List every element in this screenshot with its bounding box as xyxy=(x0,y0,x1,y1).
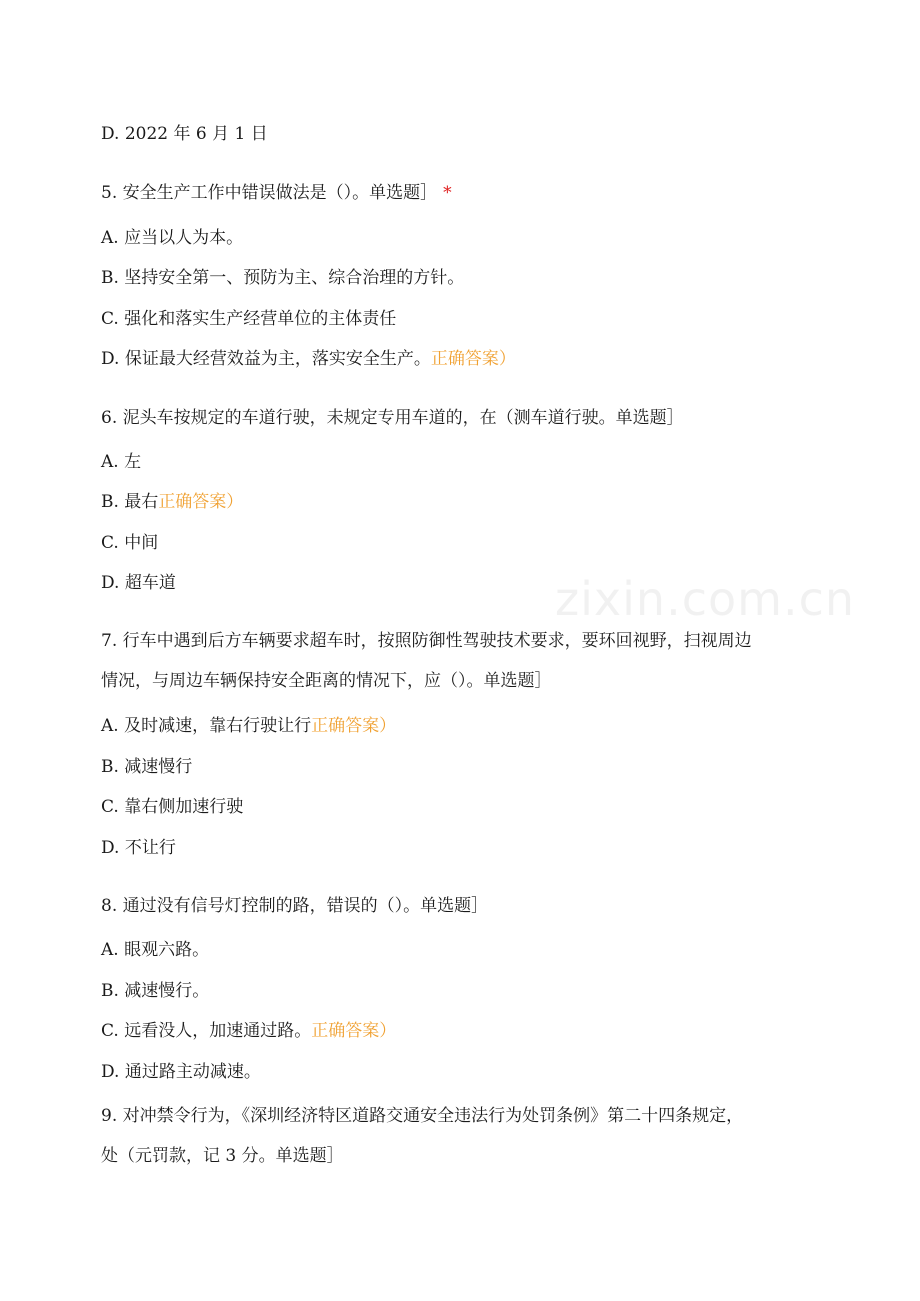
q6-question: 6. 泥头车按规定的车道行驶，未规定专用车道的，在（测车道行驶。单选题］ xyxy=(101,408,684,428)
q5-question xyxy=(101,181,452,205)
q5-option-c: C. 强化和落实生产经营单位的主体责任 xyxy=(101,309,397,329)
q7-option-d: D. 不让行 xyxy=(101,838,176,858)
q9-question-line1: 9. 对冲禁令行为，《深圳经济特区道路交通安全违法行为处罚条例》第二十四条规定， xyxy=(101,1106,744,1126)
q6-option-b-text: B. 最右 xyxy=(101,492,159,512)
q6-option-d: D. 超车道 xyxy=(101,573,176,593)
q7-option-b: B. 减速慢行 xyxy=(101,757,193,777)
q7-question-line2: 情况，与周边车辆保持安全距离的情况下，应（）。单选题］ xyxy=(101,671,552,691)
q7-option-a xyxy=(101,714,396,738)
q7-option-a-text: A. 及时减速，靠右行驶让行 xyxy=(101,716,312,736)
q9-question-line2: 处（元罚款，记 3 分。单选题］ xyxy=(101,1146,344,1166)
q7-question-line1: 7. 行车中遇到后方车辆要求超车时，按照防御性驾驶技术要求，要环回视野，扫视周边 xyxy=(101,631,752,651)
q8-option-d: D. 通过路主动减速。 xyxy=(101,1062,261,1082)
correct-answer-mark: 正确答案） xyxy=(311,1021,397,1041)
required-mark: * xyxy=(443,183,452,203)
correct-answer-mark: 正确答案） xyxy=(430,349,516,369)
correct-answer-mark: 正确答案） xyxy=(311,716,397,736)
q5-question-text: 5. 安全生产工作中错误做法是（）。单选题］ xyxy=(101,183,438,203)
q8-option-a: A. 眼观六路。 xyxy=(101,940,210,960)
watermark: zixin.com.cn xyxy=(555,572,856,626)
q5-option-a: A. 应当以人为本。 xyxy=(101,228,244,248)
q5-option-b: B. 坚持安全第一、预防为主、综合治理的方针。 xyxy=(101,268,465,288)
q4-option-d: D. 2022 年 6 月 1 日 xyxy=(101,124,268,144)
q5-option-d xyxy=(101,347,516,371)
q8-option-c xyxy=(101,1019,396,1043)
q6-option-a: A. 左 xyxy=(101,452,142,472)
q8-question: 8. 通过没有信号灯控制的路，错误的（）。单选题］ xyxy=(101,896,489,916)
q6-option-b xyxy=(101,490,243,514)
q5-option-d-text: D. 保证最大经营效益为主，落实安全生产。 xyxy=(101,349,431,369)
q7-option-c: C. 靠右侧加速行驶 xyxy=(101,797,244,817)
q8-option-b: B. 减速慢行。 xyxy=(101,981,210,1001)
correct-answer-mark: 正确答案） xyxy=(158,492,244,512)
q8-option-c-text: C. 远看没人，加速通过路。 xyxy=(101,1021,312,1041)
q6-option-c: C. 中间 xyxy=(101,533,159,553)
